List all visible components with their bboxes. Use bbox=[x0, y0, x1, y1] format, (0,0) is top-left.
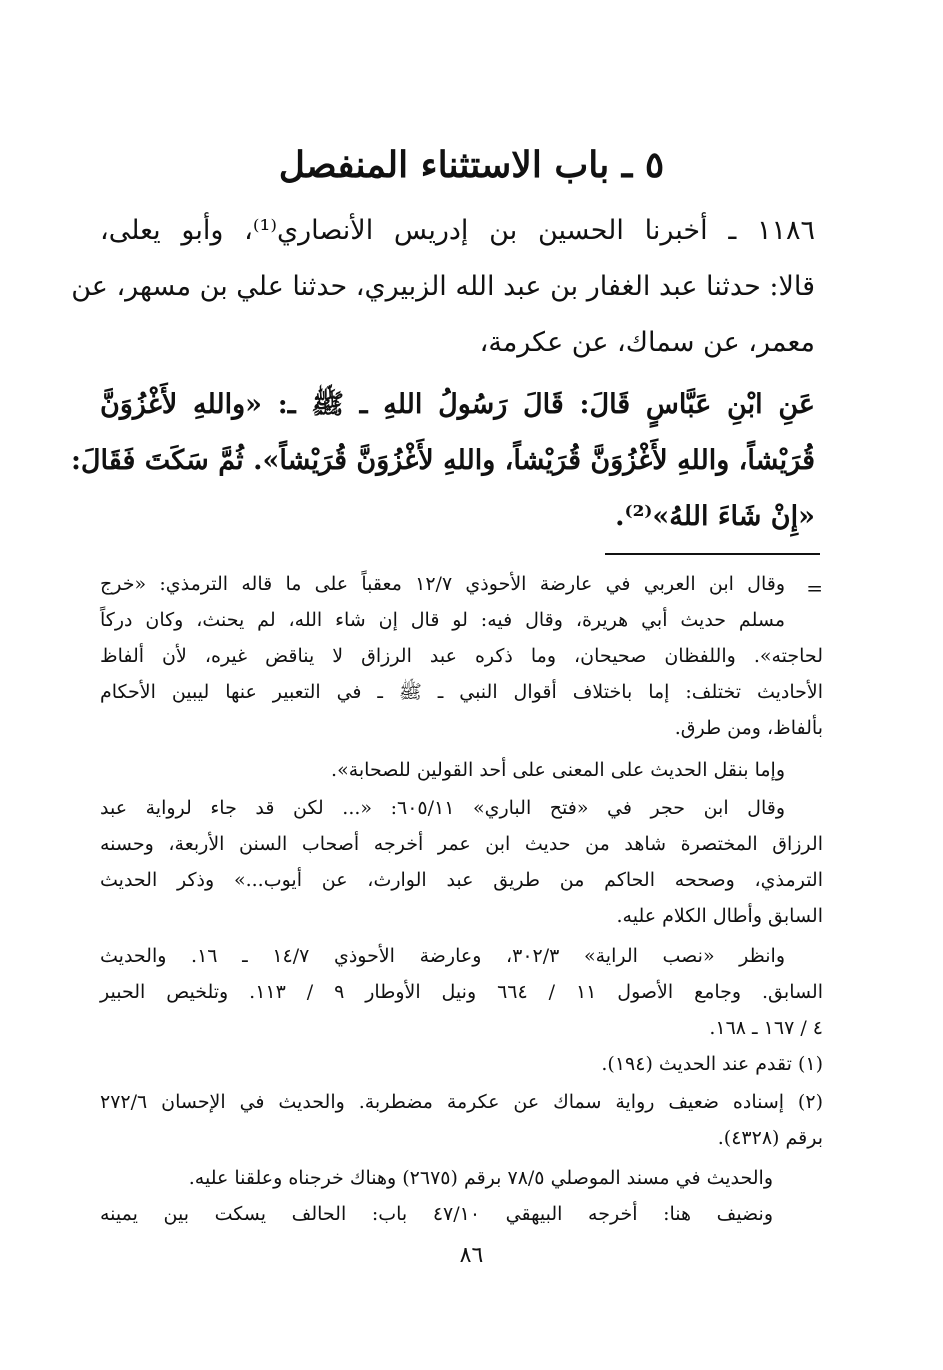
footnote-line: وإما بنقل الحديث على المعنى على أحد القولين للصحابة». bbox=[331, 759, 785, 781]
isnad-line: قالا: حدثنا عبد الغفار بن عبد الله الزبيري، حدثنا علي بن مسهر، عن bbox=[71, 271, 815, 302]
hadith-line: قُرَيْشاً، واللهِ لأَغْزُوَنَّ قُرَيْشاً، واللهِ لأَغْزُوَنَّ قُرَيْشاً». ثُمَّ سَكَتَ فَقَالَ: bbox=[70, 445, 815, 476]
footnote-line: وقال ابن حجر في «فتح الباري» ٦٠٥/١١: «... لكن قد جاء لرواية عبد bbox=[100, 797, 785, 819]
footnote-line: السابق وأطال الكلام عليه. bbox=[616, 905, 823, 927]
footnote-line: ٤ / ١٦٧ ـ ١٦٨. bbox=[709, 1017, 823, 1039]
footnote-line: وانظر «نصب الراية» ٣٠٢/٣، وعارضة الأحوذي ١٤/٧ ـ ١٦. والحديث bbox=[100, 945, 785, 967]
footnote-2-line: (٢) إسناده ضعيف رواية سماك عن عكرمة مضطربة. والحديث في الإحسان ٢٧٢/٦ bbox=[100, 1091, 823, 1113]
footnote-2-line: والحديث في مسند الموصلي ٧٨/٥ برقم (٢٦٧٥) وهناك خرجناه وعلقنا عليه. bbox=[188, 1167, 773, 1189]
isnad-line: ١١٨٦ ـ أخبرنا الحسين بن إدريس الأنصاري⁽¹⁾، وأبو يعلى، bbox=[100, 215, 815, 246]
footnote-line: لحاجته». واللفظان صحيحان، وما ذكره عبد الرزاق لا يناقض غيره، لأن ألفاظ bbox=[100, 645, 823, 667]
footnote-line: السابق. وجامع الأصول ١١ / ٦٦٤ ونيل الأوطار ٩ / ١١٣. وتلخيص الحبير bbox=[100, 981, 824, 1003]
footnote-line: مسلم حديث أبي هريرة، وقال فيه: لو قال إن شاء الله، لم يحنث، وكان دركاً bbox=[100, 609, 785, 631]
footnote-line: الترمذي، وصححه الحاكم من طريق عبد الوارث، عن أيوب...» وذكر الحديث bbox=[100, 869, 823, 891]
hadith-line: «إِنْ شَاءَ اللهُ»⁽²⁾. bbox=[615, 501, 815, 532]
footnote-1: (١) تقدم عند الحديث (١٩٤). bbox=[601, 1053, 823, 1075]
page-number: ٨٦ bbox=[459, 1243, 484, 1268]
footnote-line: بألفاظ، ومن طرق. bbox=[674, 717, 823, 739]
footnote-line: الرزاق المختصرة شاهد من حديث ابن عمر أخرجه أصحاب السنن الأربعة، وحسنه bbox=[100, 833, 823, 855]
chapter-title: ٥ ـ باب الاستثناء المنفصل bbox=[278, 144, 665, 186]
footnote-line: الأحاديث تختلف: إما باختلاف أقوال النبي ـ ﷺ ـ في التعبير عنها ليبين الأحكام bbox=[100, 681, 823, 703]
footnote-line: وقال ابن العربي في عارضة الأحوذي ١٢/٧ معقباً على ما قاله الترمذي: «خرج bbox=[100, 573, 785, 595]
footnote-separator bbox=[605, 553, 820, 555]
isnad-line: معمر، عن سماك، عن عكرمة، bbox=[479, 327, 815, 358]
hadith-line: عَنِ ابْنِ عَبَّاسٍ قَالَ: قَالَ رَسُولُ اللهِ ـ ﷺ ـ: «واللهِ لأَغْزُوَنَّ bbox=[100, 389, 815, 420]
footnote-2-line: برقم (٤٣٢٨). bbox=[717, 1127, 823, 1149]
footnote-2-line: ونضيف هنا: أخرجه البيهقي ٤٧/١٠ باب: الحالف يسكت بين يمينه bbox=[100, 1203, 773, 1225]
continuation-mark: = bbox=[806, 576, 823, 600]
